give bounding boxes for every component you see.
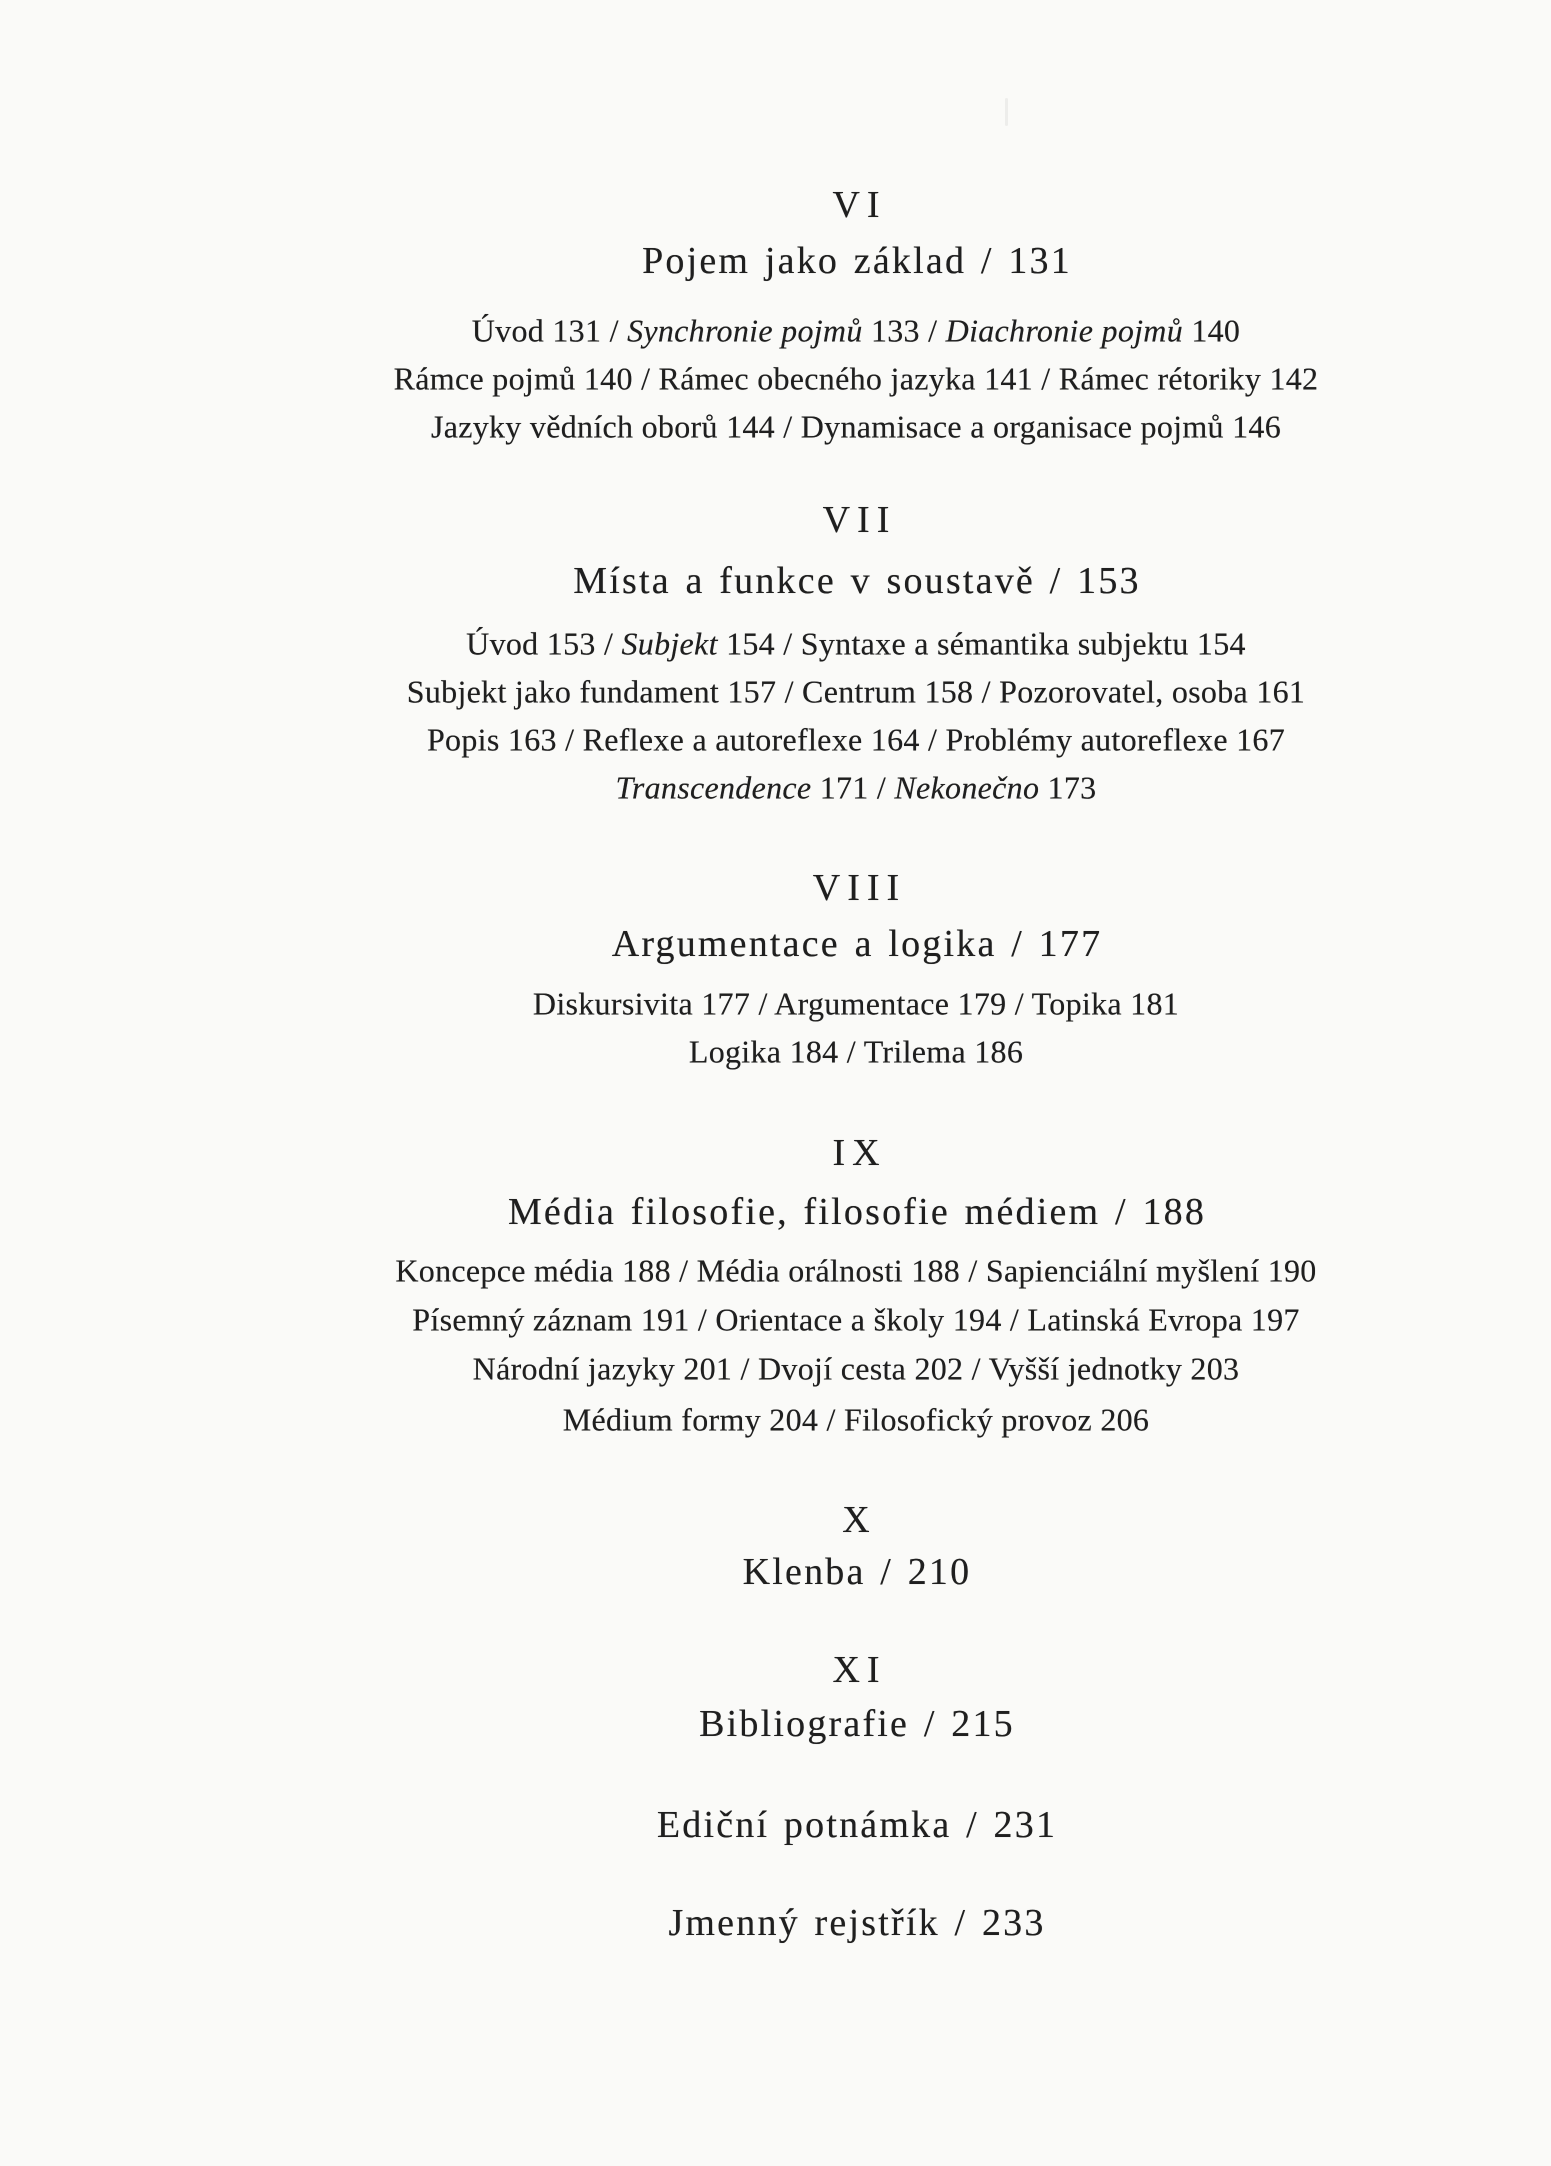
section-xi-title: Bibliografie / 215 [699,1703,1015,1745]
scan-artifact-mark [1005,98,1008,126]
section-ix-entries-line: Koncepce média 188 / Média orálnosti 188 / Sapienciální myšlení 190 [395,1252,1317,1289]
section-vi-entries-line: Úvod 131 / Synchronie pojmů 133 / Diachronie pojmů 140 [471,312,1241,349]
section-ix-entries-line: Národní jazyky 201 / Dvojí cesta 202 / Vyšší jednotky 203 [472,1350,1240,1387]
section-vii-entries-line: Subjekt jako fundament 157 / Centrum 158 / Pozorovatel, osoba 161 [406,673,1306,710]
section-x-title: Klenba / 210 [742,1551,972,1593]
section-vi-entries-line: Jazyky vědních oborů 144 / Dynamisace a organisace pojmů 146 [430,408,1282,445]
section-viii-title: Argumentace a logika / 177 [611,923,1103,965]
section-ix-title: Média filosofie, filosofie médiem / 188 [507,1191,1207,1233]
section-viii-numeral: VIII [812,867,907,909]
section-vii-title: Místa a funkce v soustavě / 153 [573,560,1141,602]
name-index-entry: Jmenný rejstřík / 233 [668,1902,1046,1944]
section-vii-numeral: VII [822,499,897,541]
section-ix-entries-line: Písemný záznam 191 / Orientace a školy 194 / Latinská Evropa 197 [412,1301,1300,1338]
section-ix-entries-line: Médium formy 204 / Filosofický provoz 206 [562,1401,1150,1438]
section-vi-entries-line: Rámce pojmů 140 / Rámec obecného jazyka 141 / Rámec rétoriky 142 [393,360,1319,397]
section-viii-entries-line: Diskursivita 177 / Argumentace 179 / Topika 181 [532,985,1180,1022]
section-x-numeral: X [842,1499,877,1541]
section-vi-title: Pojem jako základ / 131 [642,240,1072,282]
section-ix-numeral: IX [832,1132,887,1174]
editorial-note-entry: Ediční potnámka / 231 [656,1804,1058,1846]
section-xi-numeral: XI [832,1649,887,1691]
section-vii-entries-line: Transcendence 171 / Nekonečno 173 [615,769,1097,806]
section-vii-entries-line: Popis 163 / Reflexe a autoreflexe 164 / Problémy autoreflexe 167 [426,721,1286,758]
section-vi-numeral: VI [832,184,887,226]
section-vii-entries-line: Úvod 153 / Subjekt 154 / Syntaxe a sémantika subjektu 154 [466,625,1246,662]
section-viii-entries-line: Logika 184 / Trilema 186 [688,1033,1024,1070]
